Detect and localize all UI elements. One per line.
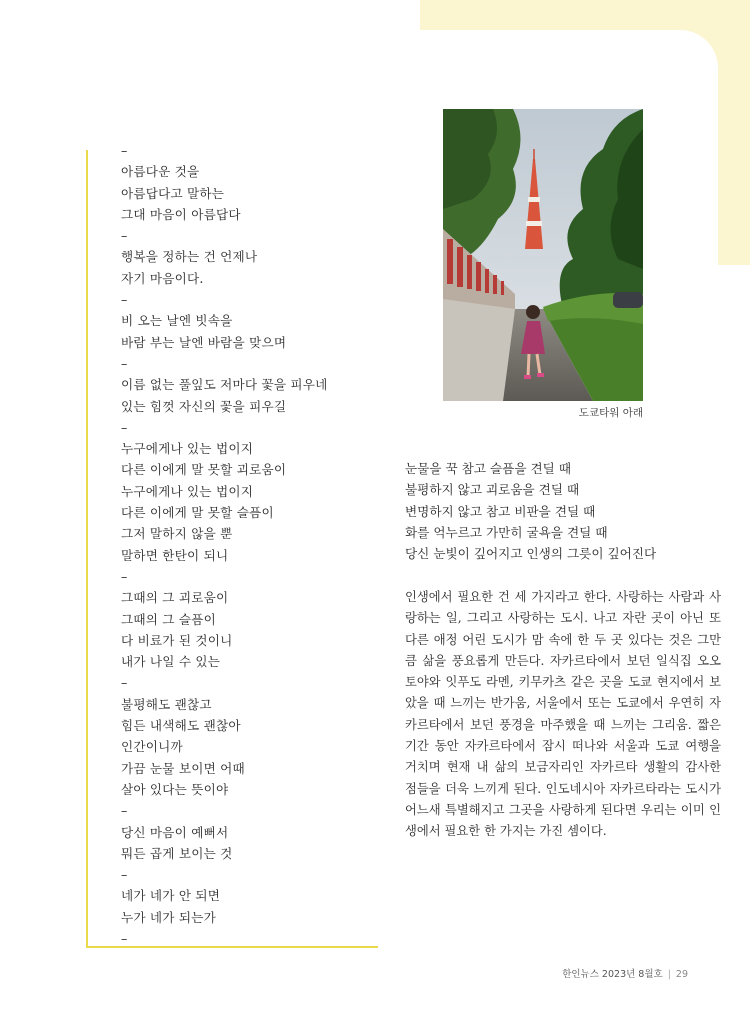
poem-line: 그저 말하지 않을 뿐 bbox=[121, 526, 233, 542]
poem-line: 이름 없는 풀잎도 저마다 꽃을 피우네 bbox=[121, 377, 328, 393]
poem-line: 그때의 그 슬픔이 bbox=[121, 611, 216, 627]
tokyo-tower-photo bbox=[443, 109, 643, 401]
poem-line: 비 오는 날엔 빗속을 bbox=[121, 313, 233, 329]
poem-line: 행복을 정하는 건 언제나 bbox=[121, 249, 258, 265]
poem-line: – bbox=[121, 803, 128, 819]
quote-text bbox=[405, 458, 725, 564]
poem-line: 그때의 그 괴로움이 bbox=[121, 590, 229, 606]
poem-line: 바람 부는 날엔 바람을 맞으며 bbox=[121, 334, 287, 350]
quote-line: 눈물을 꾹 참고 슬픔을 견딜 때 bbox=[405, 461, 572, 476]
poem-line: 아름다운 것을 bbox=[121, 164, 200, 180]
poem-line: – bbox=[121, 355, 128, 371]
poem-line: 힘든 내색해도 괜찮아 bbox=[121, 718, 241, 734]
poem-line: 있는 힘껏 자신의 꽃을 피우길 bbox=[121, 398, 287, 414]
poem-line: 다른 이에게 말 못할 괴로움이 bbox=[121, 462, 287, 478]
poem-line: – bbox=[121, 675, 128, 691]
poem-line: 자기 마음이다. bbox=[121, 270, 204, 286]
poem-line: 누구에게나 있는 법이지 bbox=[121, 483, 254, 499]
poem-line: 내가 나일 수 있는 bbox=[121, 654, 221, 670]
poem-line: – bbox=[121, 568, 128, 584]
page-number: 29 bbox=[675, 969, 688, 980]
poem-line: 네가 네가 안 되면 bbox=[121, 888, 221, 904]
poem-line: – bbox=[121, 419, 128, 435]
poem-line: 가끔 눈물 보이면 어때 bbox=[121, 760, 245, 776]
poem-line: 누가 네가 되는가 bbox=[121, 909, 216, 925]
poem-line: 뭐든 곱게 보이는 것 bbox=[121, 845, 233, 861]
poem-line: 다 비료가 된 것이니 bbox=[121, 632, 233, 648]
poem-line: 누구에게나 있는 법이지 bbox=[121, 441, 254, 457]
poem-text bbox=[121, 140, 371, 949]
poem-line: – bbox=[121, 867, 128, 883]
poem-line: – bbox=[121, 292, 128, 308]
poem-line: 말하면 한탄이 되니 bbox=[121, 547, 229, 563]
poem-line: 당신 마음이 예뻐서 bbox=[121, 824, 229, 840]
publication-name: 한인뉴스 2023년 8월호 bbox=[562, 969, 663, 980]
photo-caption: 도쿄타워 아래 bbox=[578, 407, 643, 419]
poem-line: 인간이니까 bbox=[121, 739, 183, 755]
poem-line: 불평해도 괜찮고 bbox=[121, 696, 212, 712]
article-body: 인생에서 필요한 건 세 가지라고 한다. 사랑하는 사람과 사랑하는 일, 그리고 사랑하는 도시. 나고 자란 곳이 아닌 또 다른 애정 어린 도시가 맘 속에 한 두 곳 있다는 것은 그만큼 삶을 풍요롭게 만든다. 자카르타에서 보던 일식집 오오토야와 잇푸도 라멘, 키무카츠 같은 곳을 도쿄 현지에서 보았을 때 느끼는 반가움, 서울에서 또는 도쿄에서 우연히 자카르타에서 보던 풍경을 마주했을 때 느끼는 그리움. 짧은 기간 동안 자카르타에서 잠시 떠나와 서울과 도쿄 여행을 거치며 현재 내 삶의 보금자리인 자카르타 생활의 감사한 점들을 더욱 느끼게 된다. 인도네시아 자카르타라는 도시가 어느새 특별해지고 그곳을 사랑하게 된다면 우리는 이미 인생에서 필요한 한 가지는 가진 셈이다. bbox=[405, 590, 721, 839]
page-footer bbox=[540, 966, 688, 980]
quote-line: 화를 억누르고 가만히 굴욕을 견딜 때 bbox=[405, 524, 608, 540]
quote-line: 당신 눈빛이 깊어지고 인생의 그릇이 깊어진다 bbox=[405, 546, 657, 562]
quote-line: 변명하지 않고 참고 비판을 견딜 때 bbox=[405, 503, 596, 519]
quote-line: 불평하지 않고 괴로움을 견딜 때 bbox=[405, 482, 580, 498]
poem-line: 살아 있다는 뜻이야 bbox=[121, 781, 229, 797]
poem-line: – bbox=[121, 930, 128, 946]
poem-line: – bbox=[121, 228, 128, 244]
poem-line: 다른 이에게 말 못할 슬픔이 bbox=[121, 505, 274, 521]
poem-line: 그대 마음이 아름답다 bbox=[121, 206, 241, 222]
poem-line: – bbox=[121, 143, 128, 158]
footer-separator: | bbox=[667, 969, 671, 980]
poem-line: 아름답다고 말하는 bbox=[121, 185, 225, 201]
